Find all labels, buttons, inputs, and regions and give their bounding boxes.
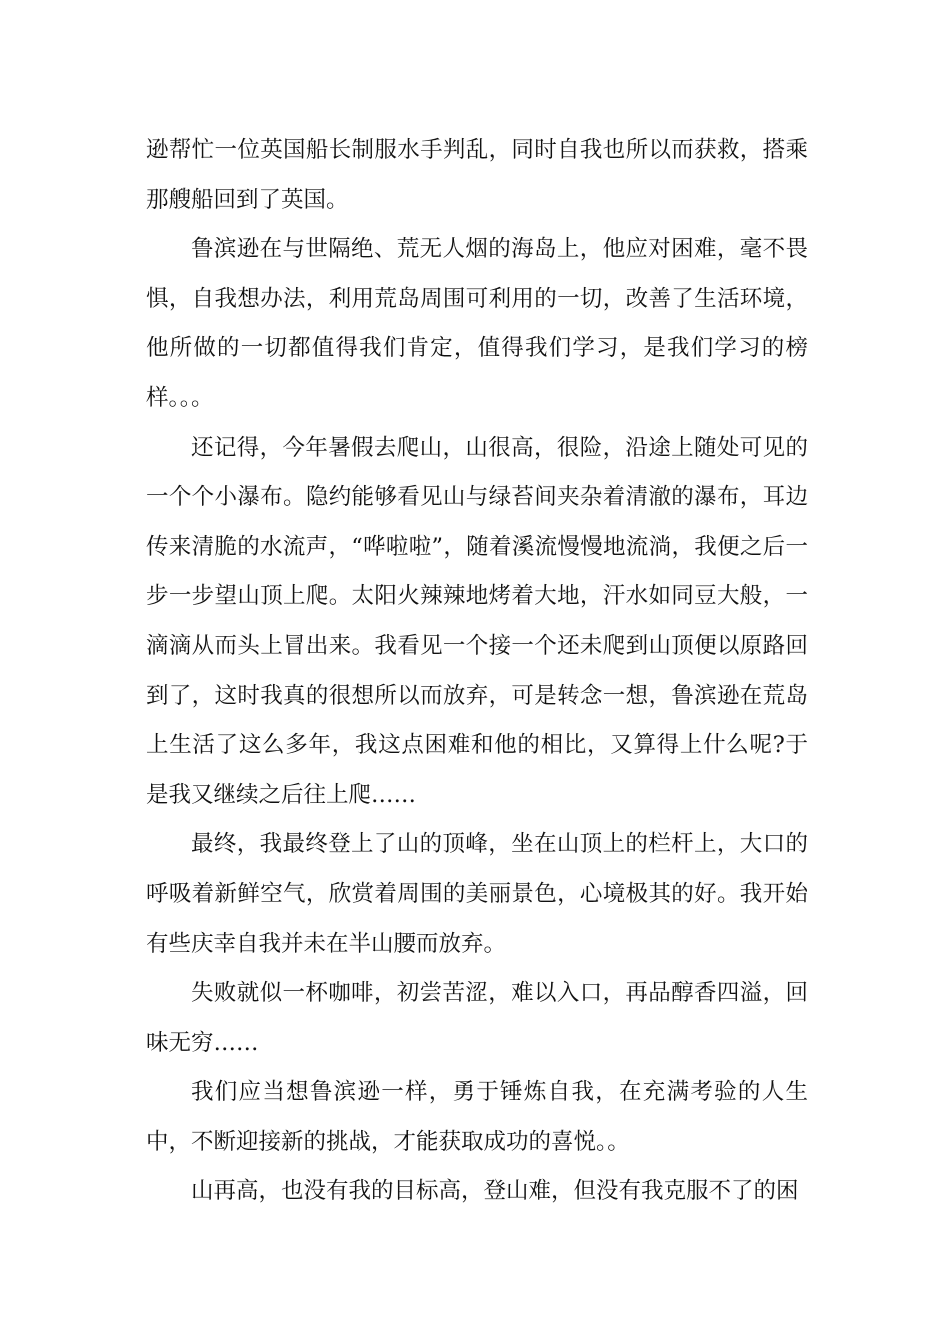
paragraph-3: 还记得，今年暑假去爬山，山很高，很险，沿途上随处可见的一个个小瀑布。隐约能够看见山与绿苔间夹杂着清澈的瀑布，耳边传来清脆的水流声，“哗啦啦”，随着溪流慢慢地流淌，我便之后一步一步望山顶上爬。太阳火辣辣地烤着大地，汗水如同豆大般，一滴滴从而头上冒出来。我看见一个接一个还未爬到山顶便以原路回到了，这时我真的很想所以而放弃，可是转念一想，鲁滨逊在荒岛上生活了这么多年，我这点困难和他的相比，又算得上什么呢?于是我又继续之后往上爬…… <box>146 434 808 808</box>
body-text <box>146 126 808 1217</box>
paragraph-7: 山再高，也没有我的目标高，登山难，但没有我克服不了的困 <box>191 1178 799 1205</box>
paragraph-4: 最终，我最终登上了山的顶峰，坐在山顶上的栏杆上，大口的呼吸着新鲜空气，欣赏着周围的美丽景色，心境极其的好。我开始有些庆幸自我并未在半山腰而放弃。 <box>146 831 808 957</box>
paragraph-5: 失败就似一杯咖啡，初尝苦涩，难以入口，再品醇香四溢，回味无穷…… <box>146 980 808 1056</box>
paragraph-2: 鲁滨逊在与世隔绝、荒无人烟的海岛上，他应对困难，毫不畏惧，自我想办法，利用荒岛周围可利用的一切，改善了生活环境，他所做的一切都值得我们肯定，值得我们学习，是我们学习的榜样。。。 <box>146 236 808 411</box>
paragraph-1: 逊帮忙一位英国船长制服水手判乱，同时自我也所以而获救，搭乘那艘船回到了英国。 <box>146 137 808 213</box>
paragraph-6: 我们应当想鲁滨逊一样，勇于锤炼自我，在充满考验的人生中，不断迎接新的挑战，才能获取成功的喜悦。。 <box>146 1079 808 1155</box>
